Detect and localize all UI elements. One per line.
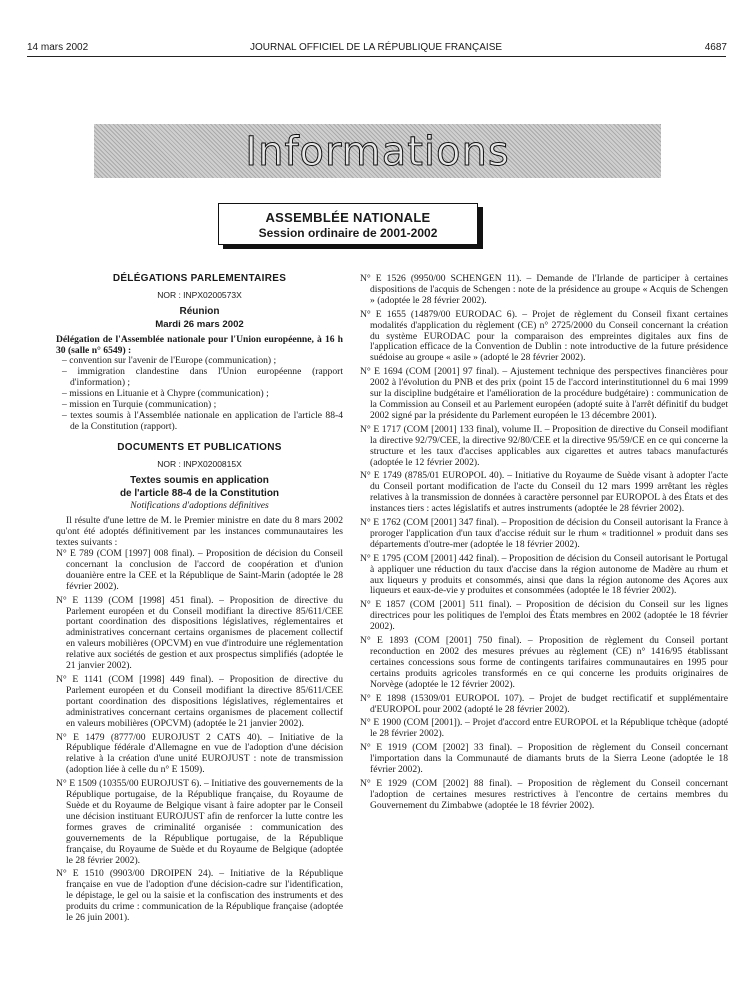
list-item: N° E 1893 (COM [2001] 750 final). – Proposition de règlement du Conseil portant reconduction en 2002 des mesures prévues au règlement (CE) n° 1416/95 établissant certaines concessions sous forme de contingents tarifaires communautaires en 1995 pour certains produits agricoles transformés en ce qui concerne les produits originaires de Norvège (adoptée le 12 février 2002).	[360, 635, 728, 690]
list-item: – mission en Turquie (communication) ;	[62, 399, 217, 411]
banner-title: Informations	[245, 129, 510, 175]
list-item: N° E 1141 (COM [1998] 449 final). – Proposition de directive du Parlement européen et du Conseil modifiant la directive 85/611/CEE portant coordination des dispositions législatives, réglementaires et administratives concernant certains organismes de placement collectif en valeurs mobilières (OPCVM) (adoptée le 21 janvier 2002).	[56, 674, 343, 729]
list-item: – immigration clandestine dans l'Union européenne (rapport d'information) ;	[62, 366, 343, 389]
reunion-heading: Réunion	[179, 305, 220, 317]
list-item: N° E 1526 (9950/00 SCHENGEN 11). – Demande de l'Irlande de participer à certaines dispositions de l'acquis de Schengen : note de la présidence au groupe « Acquis de Schengen » (adoptée le 28 février 2002).	[360, 273, 728, 306]
list-item: N° E 1929 (COM [2002] 88 final). – Proposition de règlement du Conseil concernant l'adoption de certaines mesures restrictives à l'encontre de certains membres du Gouvernement du Zimbabwe (adoptée le 18 février 2002).	[360, 777, 728, 811]
list-item: – textes soumis à l'Assemblée nationale en application de l'article 88-4 de la Constitution (rapport).	[62, 409, 343, 432]
notifications-heading: Notifications d'adoptions définitives	[130, 500, 269, 512]
nor-code: NOR : INPX0200815X	[157, 458, 242, 469]
list-item: N° E 1479 (8777/00 EUROJUST 2 CATS 40). – Initiative de la République fédérale d'Allemagne en vue de l'adoption d'une décision relative à la création d'une unité EUROJUST : note de transmission (adoption liée à celle du n° E 1509).	[56, 731, 343, 776]
session-box	[218, 203, 478, 245]
section-title-delegations: DÉLÉGATIONS PARLEMENTAIRES	[112, 273, 287, 284]
agenda-list	[56, 356, 343, 432]
list-item: N° E 789 (COM [1997] 008 final). – Proposition de décision du Conseil concernant la conclusion de l'accord de coopération et d'union douanière entre la CEE et la République de Saint-Marin (adoptée le 28 février 2002).	[56, 548, 343, 592]
list-item: N° E 1717 (COM [2001] 133 final), volume II. – Proposition de directive du Conseil modifiant la directive 92/79/CEE, la directive 92/80/CEE et la directive 95/59/CE en ce qui concerne la structure et les taux d'accises applicables aux cigarettes et autres tabacs manufacturés (adoptée le 12 février 2002).	[360, 423, 728, 468]
list-item: N° E 1898 (15309/01 EUROPOL 107). – Projet de budget rectificatif et supplémentaire d'EUROPOL pour 2002 (adopté le 28 février 2002).	[360, 692, 728, 715]
texts-heading-2: de l'article 88-4 de la Constitution	[119, 487, 280, 499]
left-column	[56, 274, 343, 927]
list-item: N° E 1139 (COM [1998] 451 final). – Proposition de directive du Parlement européen et du Conseil modifiant la directive 85/611/CEE portant coordination des dispositions législatives, réglementaires et administratives concernant certains organismes de placement collectif en valeurs mobilières (OPCVM) en vue d'introduire une réglementation relative aux sociétés de gestion et aux prospectus simplifiés (adoptée le 21 janvier 2002).	[56, 594, 343, 672]
list-item: N° E 1509 (10355/00 EUROJUST 6). – Initiative des gouvernements de la République portugaise, de la République française, du Royaume de Suède et du Royaume de Belgique visant à faire adopter par le Conseil une décision instituant EUROJUST afin de renforcer la lutte contre les formes graves de criminalité organisée : communication des gouvernements de la République portugaise, de la République française, du Royaume de Suède et du Royaume de Belgique (adoptée le 28 février 2002).	[56, 778, 343, 866]
nor-code: NOR : INPX0200573X	[157, 289, 242, 300]
list-item: N° E 1510 (9903/00 DROIPEN 24). – Initiative de la République française en vue de l'adoption d'une décision-cadre sur l'identification, le dépistage, le gel ou la saisie et la confiscation des instruments et des produits du crime : communication de la République française (adoptée le 26 juin 2001).	[56, 868, 343, 924]
session-title: Session ordinaire de 2001-2002	[258, 226, 438, 240]
header-date: 14 mars 2002	[27, 42, 89, 53]
right-column	[360, 274, 728, 815]
list-item: N° E 1795 (COM [2001] 442 final). – Proposition de décision du Conseil autorisant le Portugal à appliquer une réduction du taux d'accise dans la région autonome de Madère au rhum et aux liqueurs y produits et consommés, ainsi que dans la région autonome des Açores aux liqueurs et eaux-de-vie y produites et consommées (adoptée le 18 février 2002).	[360, 552, 728, 597]
section-banner	[94, 124, 661, 178]
list-item: N° E 1655 (14879/00 EURODAC 6). – Projet de règlement du Conseil fixant certaines modalités d'application du règlement (CE) n° 2725/2000 du Conseil concernant la création du système EURODAC pour la comparaison des empreintes digitales aux fins de l'application efficace de la Convention de Dublin : note introductive de la future présidence suédoise au groupe « asile » (adopté le 28 février 2002).	[360, 308, 728, 364]
intro-paragraph: Il résulte d'une lettre de M. le Premier ministre en date du 8 mars 2002 qu'ont été adoptés définitivement par les instances communautaires les textes suivants :	[56, 515, 343, 549]
list-item: N° E 1762 (COM [2001] 347 final). – Proposition de décision du Conseil autorisant la France à proroger l'application d'un taux d'accise réduit sur le rhum « traditionnel » produit dans ses départements d'outre-mer (adoptée le 18 février 2002).	[360, 517, 728, 550]
list-item: N° E 1694 (COM [2001] 97 final). – Ajustement technique des perspectives financières pour 2002 à l'évolution du PNB et des prix (point 15 de l'accord interinstitutionnel du 6 mai 1999 sur la discipline budgétaire et l'amélioration de la procédure budgétaire) : communication de la Commission au Conseil et au Parlement européen (adopté suite à l'arrêt définitif du budget 2002 signé par la présidente du Parlement européen le 13 décembre 2001).	[360, 366, 728, 421]
list-item: – missions en Lituanie et à Chypre (communication) ;	[62, 388, 269, 400]
list-item: – convention sur l'avenir de l'Europe (communication) ;	[62, 355, 277, 367]
header-rule	[27, 56, 726, 57]
texts-heading-1: Textes soumis en application	[130, 474, 269, 486]
list-item: N° E 1749 (8785/01 EUROPOL 40). – Initiative du Royaume de Suède visant à adopter l'acte du Conseil portant modification de l'acte du Conseil du 12 mars 1999 arrêtant les règles relatives à la transmission de données à caractère personnel par EUROPOL à des États et des instances tiers : actes législatifs et autres instruments (adoptée le 28 février 2002).	[360, 470, 728, 515]
assembly-title: ASSEMBLÉE NATIONALE	[265, 210, 431, 225]
list-item: N° E 1900 (COM [2001]). – Projet d'accord entre EUROPOL et la République tchèque (adopté le 28 février 2002).	[360, 717, 728, 740]
section-title-documents: DOCUMENTS ET PUBLICATIONS	[117, 441, 282, 453]
list-item: N° E 1919 (COM [2002] 33 final). – Proposition de règlement du Conseil concernant l'importation dans la Communauté de diamants bruts de la Sierra Leone (adoptée le 18 février 2002).	[360, 742, 728, 776]
reunion-date: Mardi 26 mars 2002	[155, 318, 244, 330]
delegation-line: Délégation de l'Assemblée nationale pour l'Union européenne, à 16 h 30 (salle n° 6549) :	[56, 333, 343, 356]
list-item: N° E 1857 (COM [2001] 511 final). – Proposition de décision du Conseil sur les lignes directrices pour les politiques de l'emploi des États membres en 2002 (adoptée le 18 février 2002).	[360, 599, 728, 633]
page-number: 4687	[704, 42, 727, 53]
journal-title: JOURNAL OFFICIEL DE LA RÉPUBLIQUE FRANÇAISE	[249, 42, 503, 53]
